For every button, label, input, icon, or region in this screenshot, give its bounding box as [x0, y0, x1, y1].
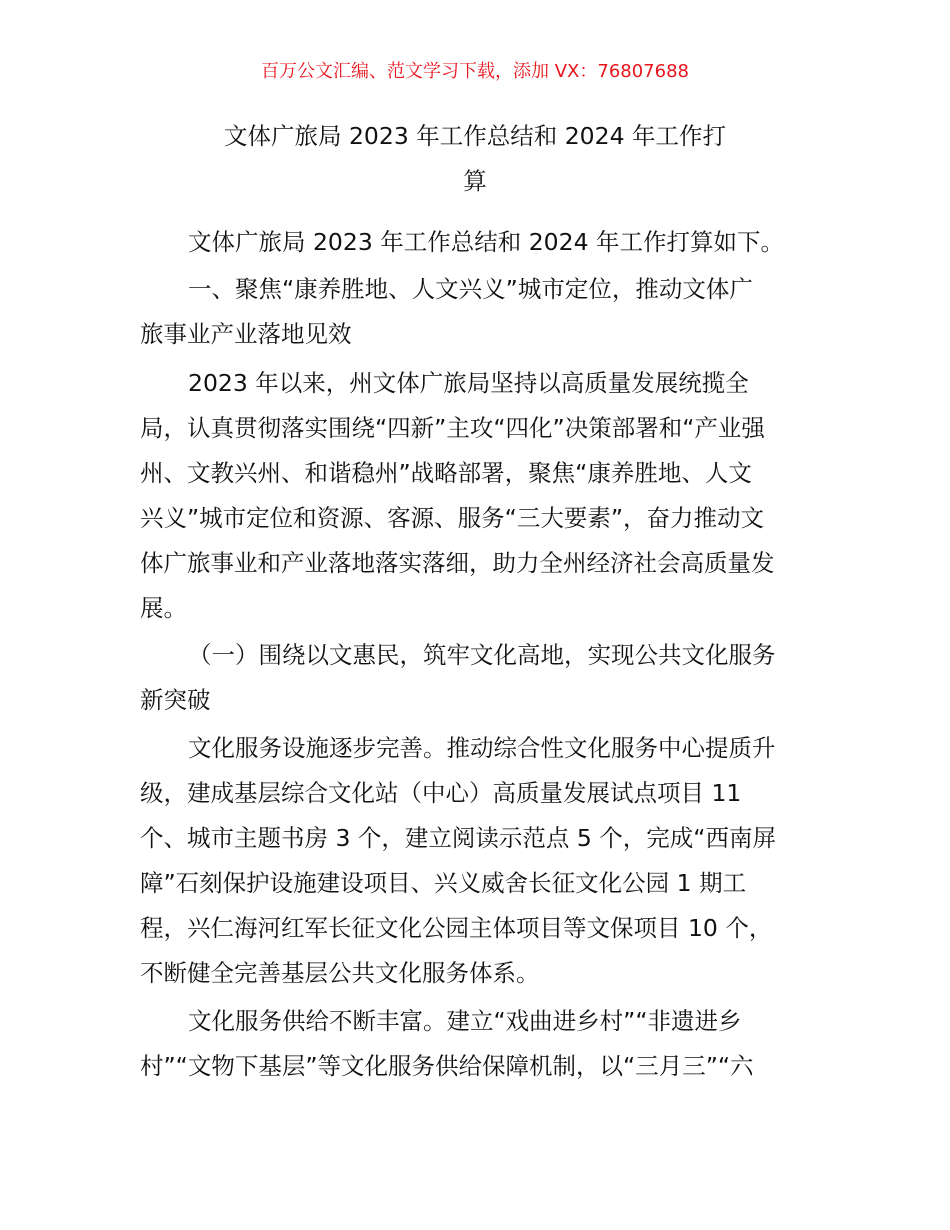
text-line: 一、聚焦“康养胜地、人文兴义”城市定位，推动文体广: [188, 275, 753, 303]
text-line: 程，兴仁海河红军长征文化公园主体项目等文保项目 10 个，: [140, 914, 773, 942]
text-line: 旅事业产业落地见效: [140, 320, 352, 348]
paragraph-overview: [140, 361, 810, 631]
paragraph-supply: [140, 999, 810, 1089]
watermark-banner: 百万公文汇编、范文学习下载，添加 VX：76807688: [261, 61, 689, 82]
section-heading-1: [140, 267, 810, 357]
subsection-heading-1: [140, 633, 810, 723]
text-line: 级，建成基层综合文化站（中心）高质量发展试点项目 11: [140, 779, 742, 807]
text-line: 体广旅事业和产业落地落实落细，助力全州经济社会高质量发: [140, 549, 775, 577]
text-line: 局，认真贯彻落实围绕“四新”主攻“四化”决策部署和“产业强: [140, 414, 765, 442]
text-line: 文化服务供给不断丰富。建立“戏曲进乡村”“非遗进乡: [188, 1007, 742, 1035]
text-line: 村”“文物下基层”等文化服务供给保障机制，以“三月三”“六: [140, 1052, 754, 1080]
paragraph-intro: [140, 220, 810, 265]
title-line: 文体广旅局 2023 年工作总结和 2024 年工作打: [224, 122, 726, 150]
text-line: 展。: [140, 594, 187, 622]
text-line: 个、城市主题书房 3 个，建立阅读示范点 5 个，完成“西南屏: [140, 824, 776, 852]
text-line: 兴义”城市定位和资源、客源、服务“三大要素”，奋力推动文: [140, 504, 765, 532]
title-line: 算: [463, 167, 487, 195]
text-line: 2023 年以来，州文体广旅局坚持以高质量发展统揽全: [188, 369, 749, 397]
text-line: 州、文教兴州、和谐稳州”战略部署，聚焦“康养胜地、人文: [140, 459, 752, 487]
text-line: 文体广旅局 2023 年工作总结和 2024 年工作打算如下。: [188, 228, 784, 256]
text-line: （一）围绕以文惠民，筑牢文化高地，实现公共文化服务: [188, 641, 776, 669]
document-title: [140, 114, 810, 204]
text-line: 新突破: [140, 686, 211, 714]
text-line: 文化服务设施逐步完善。推动综合性文化服务中心提质升: [188, 734, 776, 762]
paragraph-facilities: [140, 726, 810, 996]
text-line: 障”石刻保护设施建设项目、兴义威舍长征文化公园 1 期工: [140, 869, 747, 897]
text-line: 不断健全完善基层公共文化服务体系。: [140, 959, 540, 987]
